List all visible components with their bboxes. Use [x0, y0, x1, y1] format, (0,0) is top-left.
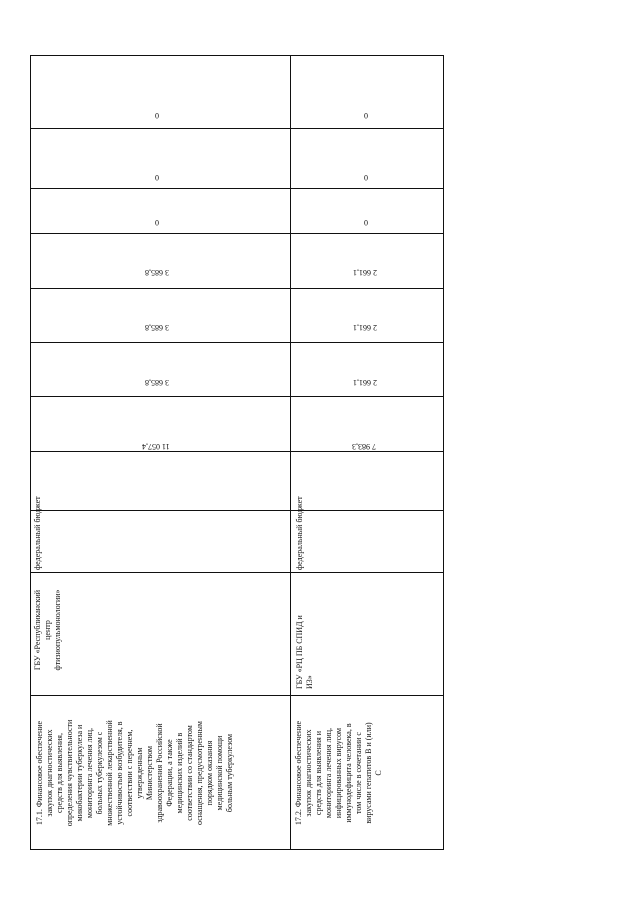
row2-description-line: закупок диагностических: [304, 729, 313, 817]
row2-value-7: 0: [364, 111, 368, 120]
row1-description-line: оснащения, предусмотренным: [195, 721, 204, 825]
row1-description-line: соответствии с перечнем,: [125, 729, 134, 817]
row1-value-2: 3 685,8: [145, 378, 169, 387]
column-divider: [30, 188, 444, 189]
row2-value-4: 2 661,1: [353, 268, 377, 277]
row2-source: федеральный бюджет: [295, 496, 304, 570]
row1-description-line: закупок диагностических: [45, 729, 54, 817]
row2-executor: [295, 571, 315, 689]
row2-description-line: средств для выявления и: [314, 730, 323, 816]
row2-value-5: 0: [364, 218, 368, 227]
row-divider: [290, 55, 291, 850]
row1-description-line: Федерации, а также: [165, 739, 174, 807]
column-divider: [30, 288, 444, 289]
row1-executor-line: ГБУ «Республиканский: [33, 589, 42, 671]
row1-description-line: соответствии со стандартом: [185, 725, 194, 821]
row2-executor-line: ГБУ «РЦ ПБ СПИД и: [295, 615, 304, 689]
row1-value-5: 0: [155, 218, 159, 227]
row1-description-line: устойчивостью возбудителя, в: [115, 721, 124, 825]
row2-description-line: вирусами гепатитов В и (или): [364, 722, 373, 824]
row1-description-line: Министерством: [145, 745, 154, 801]
column-divider: [30, 233, 444, 234]
row2-description: [294, 698, 384, 848]
row1-description-line: порядком оказания: [205, 740, 214, 806]
row2-description-line: инфицированных вирусом: [334, 727, 343, 819]
column-divider: [30, 396, 444, 397]
row2-value-3: 2 661,1: [353, 323, 377, 332]
row1-description-line: больным туберкулезом: [225, 733, 234, 813]
row1-description-line: медицинской помощи: [215, 735, 224, 811]
row1-value-4: 3 685,8: [145, 268, 169, 277]
row1-executor-line: центр: [43, 620, 52, 640]
row1-description-line: микобактерии туберкулеза и: [75, 724, 84, 822]
row1-description-line: больных туберкулезом с: [95, 731, 104, 815]
row2-description-line: С: [374, 770, 383, 776]
row1-value-6: 0: [155, 173, 159, 182]
row1-description: [35, 698, 235, 848]
row1-description-line: здравоохранения Российской: [155, 723, 164, 823]
row1-description-line: определения чувствительности: [65, 719, 74, 827]
column-divider: [30, 342, 444, 343]
row1-source: федеральный бюджет: [33, 496, 42, 570]
row1-description-line: множественной лекарственной: [105, 720, 114, 826]
row2-description-line: 17.2. Финансовое обеспечение: [294, 720, 303, 826]
column-divider: [30, 572, 444, 573]
row2-description-line: иммунодефицита человека, в: [344, 723, 353, 823]
row1-value-3: 3 685,8: [145, 323, 169, 332]
row1-description-line: 17.1. Финансовое обеспечение: [35, 720, 44, 826]
row1-value-7: 0: [155, 111, 159, 120]
budget-table: [30, 55, 444, 850]
row1-value-1: 11 057,4: [142, 442, 170, 451]
row2-value-1: 7 983,3: [352, 442, 376, 451]
row1-description-line: мониторинга лечения лиц,: [85, 727, 94, 819]
row1-executor-line: фтизиопульмонологии»: [53, 589, 62, 671]
column-divider: [30, 510, 444, 511]
column-divider: [30, 451, 444, 452]
row1-description-line: утвержденным: [135, 747, 144, 799]
column-divider: [30, 128, 444, 129]
row2-value-6: 0: [364, 173, 368, 182]
column-divider: [30, 695, 444, 696]
row2-description-line: мониторинга лечения лиц,: [324, 727, 333, 819]
row1-description-line: медицинских изделий в: [175, 732, 184, 814]
row2-description-line: том числе в сочетании с: [354, 732, 363, 814]
row1-executor: [33, 571, 63, 689]
row2-executor-line: ИЗ»: [305, 675, 314, 689]
row2-value-2: 2 661,1: [353, 378, 377, 387]
row1-description-line: средств для выявления,: [55, 733, 64, 813]
